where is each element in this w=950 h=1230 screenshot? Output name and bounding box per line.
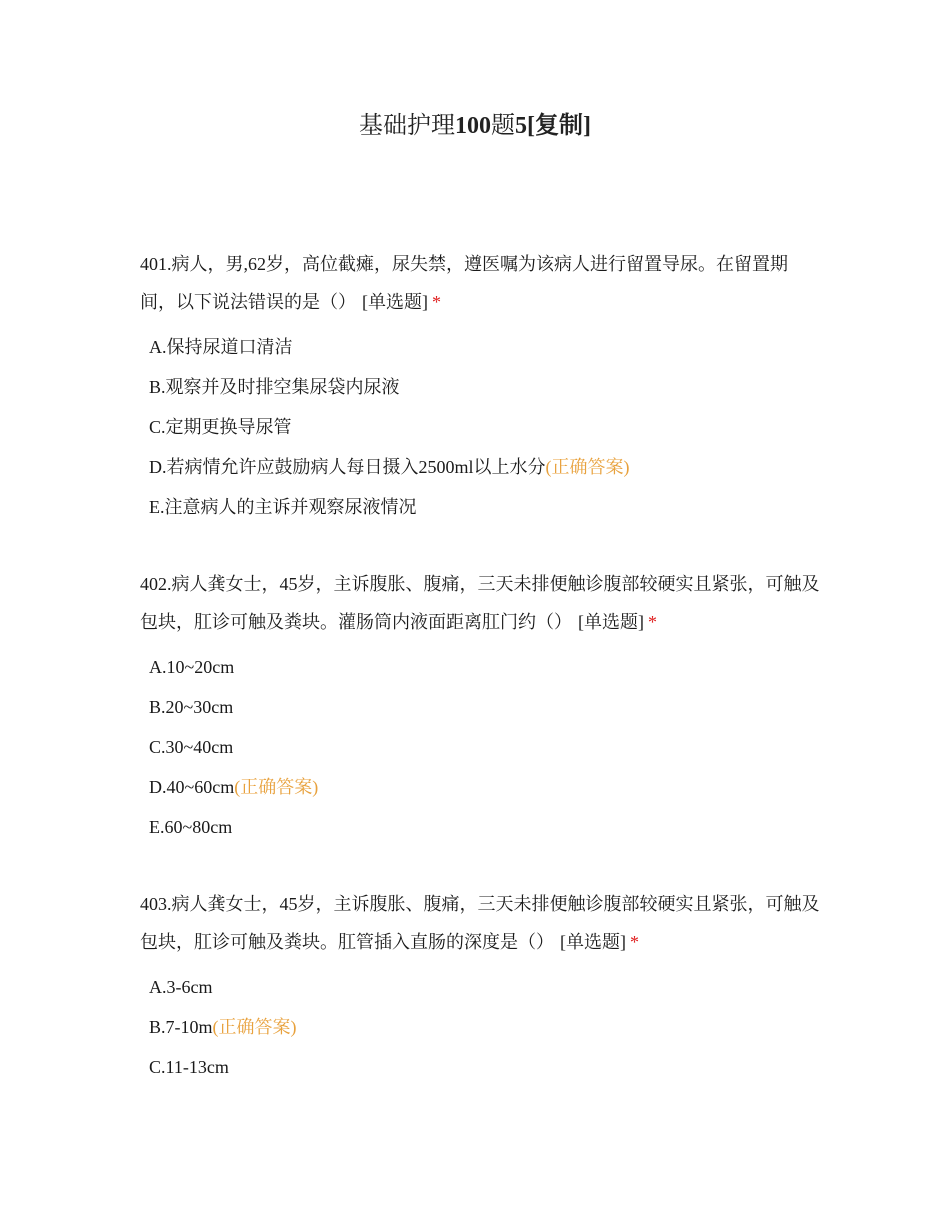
option-text: D.若病情允许应鼓励病人每日摄入2500ml以上水分 bbox=[149, 457, 546, 477]
question-number: 402. bbox=[140, 574, 172, 594]
option-item[interactable] bbox=[149, 967, 820, 1007]
option-item[interactable] bbox=[149, 687, 820, 727]
question-text: 病人龚女士，45岁，主诉腹胀、腹痛，三天未排便触诊腹部较硬实且紧张，可触及包块，肛诊可触及粪块。肛管插入直肠的深度是（） bbox=[140, 894, 820, 952]
option-item[interactable] bbox=[149, 647, 820, 687]
option-item[interactable] bbox=[149, 1047, 820, 1087]
question-number: 403. bbox=[140, 894, 172, 914]
option-item[interactable] bbox=[149, 327, 820, 367]
option-item[interactable] bbox=[149, 807, 820, 847]
question-stem bbox=[140, 245, 820, 321]
question-number: 401. bbox=[140, 254, 172, 274]
option-text: E.60~80cm bbox=[149, 817, 233, 837]
required-mark: * bbox=[648, 612, 657, 632]
question-403 bbox=[140, 885, 820, 1087]
correct-answer-marker: (正确答案) bbox=[212, 1017, 297, 1037]
title-part-4: 5 bbox=[515, 113, 527, 139]
option-text: B.20~30cm bbox=[149, 697, 234, 717]
option-text: B.7-10m bbox=[149, 1017, 213, 1037]
option-item[interactable] bbox=[149, 447, 820, 487]
required-mark: * bbox=[630, 932, 639, 952]
option-text: D.40~60cm bbox=[149, 777, 235, 797]
option-list bbox=[149, 327, 820, 527]
question-type-label: [单选题] bbox=[362, 292, 428, 312]
title-part-3: 题 bbox=[491, 113, 515, 139]
option-text: C.定期更换导尿管 bbox=[149, 417, 292, 437]
option-text: A.3-6cm bbox=[149, 977, 213, 997]
option-text: B.观察并及时排空集尿袋内尿液 bbox=[149, 377, 400, 397]
option-text: A.保持尿道口清洁 bbox=[149, 337, 293, 357]
option-text: A.10~20cm bbox=[149, 657, 235, 677]
question-text: 病人龚女士，45岁，主诉腹胀、腹痛，三天未排便触诊腹部较硬实且紧张，可触及包块，肛诊可触及粪块。灌肠筒内液面距离肛门约（） bbox=[140, 574, 820, 632]
option-item[interactable] bbox=[149, 367, 820, 407]
title-part-2: 100 bbox=[455, 113, 491, 139]
question-stem bbox=[140, 565, 820, 641]
question-text: 病人，男,62岁，高位截瘫，尿失禁，遵医嘱为该病人进行留置导尿。在留置期间，以下说法错误的是（） bbox=[140, 254, 788, 312]
correct-answer-marker: (正确答案) bbox=[545, 457, 630, 477]
question-stem bbox=[140, 885, 820, 961]
option-item[interactable] bbox=[149, 487, 820, 527]
option-item[interactable] bbox=[149, 407, 820, 447]
question-type-label: [单选题] bbox=[578, 612, 644, 632]
question-type-label: [单选题] bbox=[560, 932, 626, 952]
option-item[interactable] bbox=[149, 727, 820, 767]
correct-answer-marker: (正确答案) bbox=[234, 777, 319, 797]
title-part-1: 基础护理 bbox=[359, 113, 455, 139]
option-list bbox=[149, 647, 820, 847]
option-item[interactable] bbox=[149, 1007, 820, 1047]
option-text: C.11-13cm bbox=[149, 1057, 229, 1077]
question-401 bbox=[140, 245, 820, 527]
option-text: C.30~40cm bbox=[149, 737, 234, 757]
option-list bbox=[149, 967, 820, 1087]
title-part-5: [复制] bbox=[527, 113, 591, 139]
question-402 bbox=[140, 565, 820, 847]
required-mark: * bbox=[432, 292, 441, 312]
option-text: E.注意病人的主诉并观察尿液情况 bbox=[149, 497, 417, 517]
option-item[interactable] bbox=[149, 767, 820, 807]
page-title bbox=[0, 110, 950, 142]
